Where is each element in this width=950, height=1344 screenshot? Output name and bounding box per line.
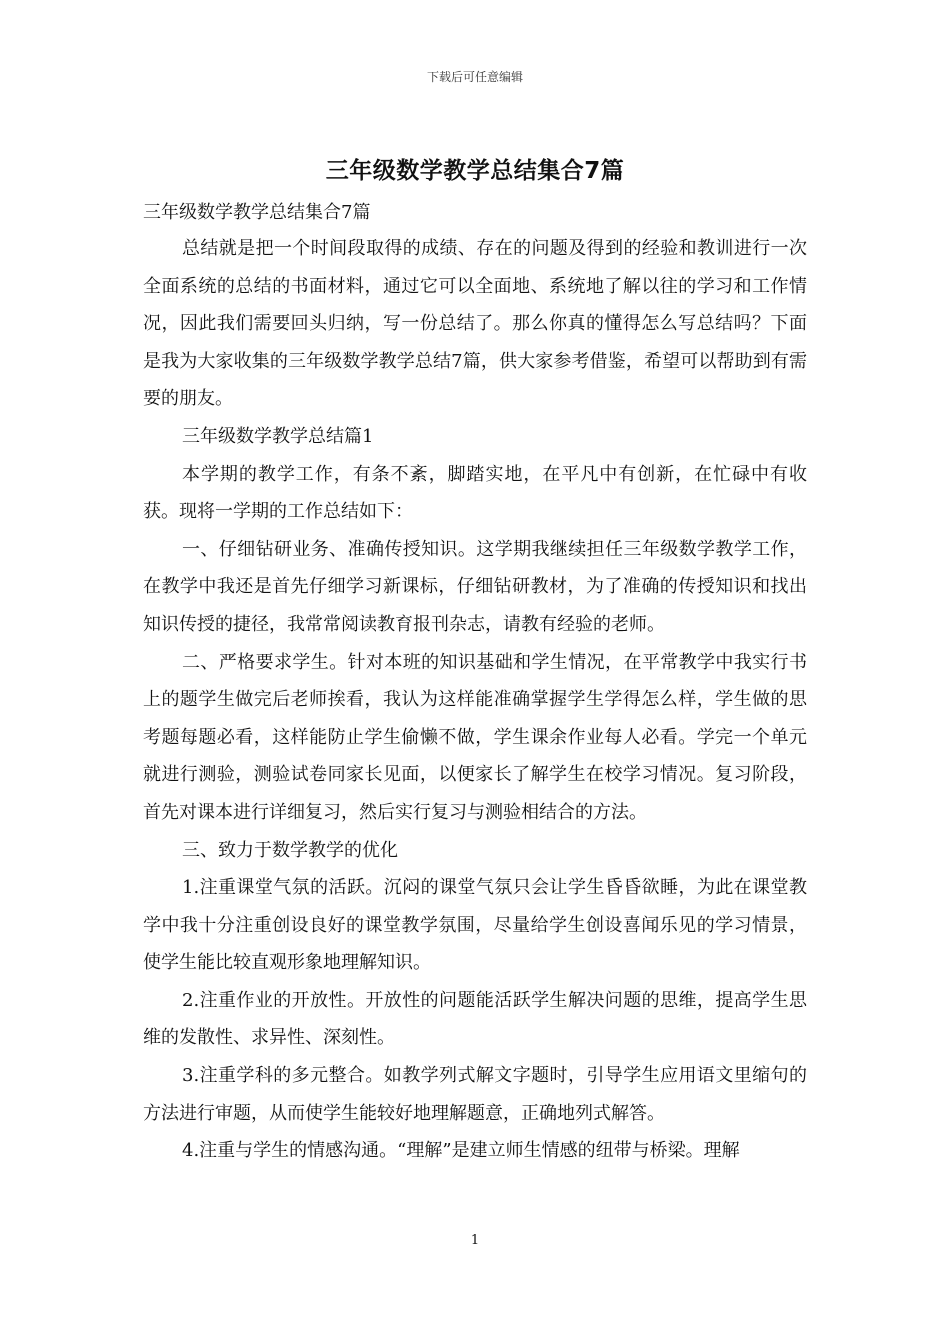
- subtitle-paragraph: 三年级数学教学总结集合7篇: [143, 202, 371, 223]
- section-heading: 三年级数学教学总结篇1: [182, 425, 374, 447]
- body-paragraph: 一、仔细钻研业务、准确传授知识。这学期我继续担任三年级数学教学工作，在教学中我还是首先仔细学习新课标，仔细钻研教材，为了准确的传授知识和找出知识传授的捷径，我常常阅读教育报刊杂志，请教有经验的老师。: [143, 538, 807, 635]
- list-item: 1.注重课堂气氛的活跃。沉闷的课堂气氛只会让学生昏昏欲睡，为此在课堂教学中我十分注重创设良好的课堂教学氛围，尽量给学生创设喜闻乐见的学习情景，使学生能比较直观形象地理解知识。: [143, 877, 807, 974]
- header-note: 下载后可任意编辑: [426, 70, 523, 84]
- page-number: 1: [470, 1233, 480, 1248]
- body-paragraph: 本学期的教学工作，有条不紊，脚踏实地，在平凡中有创新，在忙碌中有收获。现将一学期的工作总结如下：: [143, 463, 807, 523]
- intro-paragraph: 总结就是把一个时间段取得的成绩、存在的问题及得到的经验和教训进行一次全面系统的总结的书面材料，通过它可以全面地、系统地了解以往的学习和工作情况，因此我们需要回头归纳，写一份总结了。那么你真的懂得怎么写总结吗？下面是我为大家收集的三年级数学教学总结7篇，供大家参考借鉴，希望可以帮助到有需要的朋友。: [143, 238, 807, 410]
- list-item: 4.注重与学生的情感沟通。“理解”是建立师生情感的纽带与桥梁。理解: [182, 1140, 740, 1162]
- subsection-heading: 三、致力于数学教学的优化: [182, 839, 398, 861]
- document-body: [143, 198, 807, 1170]
- document-title: 三年级数学教学总结集合7篇: [325, 158, 625, 184]
- list-item: 3.注重学科的多元整合。如教学列式解文字题时，引导学生应用语文里缩句的方法进行审题，从而使学生能较好地理解题意，正确地列式解答。: [143, 1065, 807, 1124]
- body-paragraph: 二、严格要求学生。针对本班的知识基础和学生情况，在平常教学中我实行书上的题学生做完后老师挨看，我认为这样能准确掌握学生学得怎么样，学生做的思考题每题必看，这样能防止学生偷懒不做，学生课余作业每人必看。学完一个单元就进行测验，测验试卷同家长见面，以便家长了解学生在校学习情况。复习阶段，首先对课本进行详细复习，然后实行复习与测验相结合的方法。: [143, 651, 807, 823]
- list-item: 2.注重作业的开放性。开放性的问题能活跃学生解决问题的思维，提高学生思维的发散性、求异性、深刻性。: [143, 989, 807, 1049]
